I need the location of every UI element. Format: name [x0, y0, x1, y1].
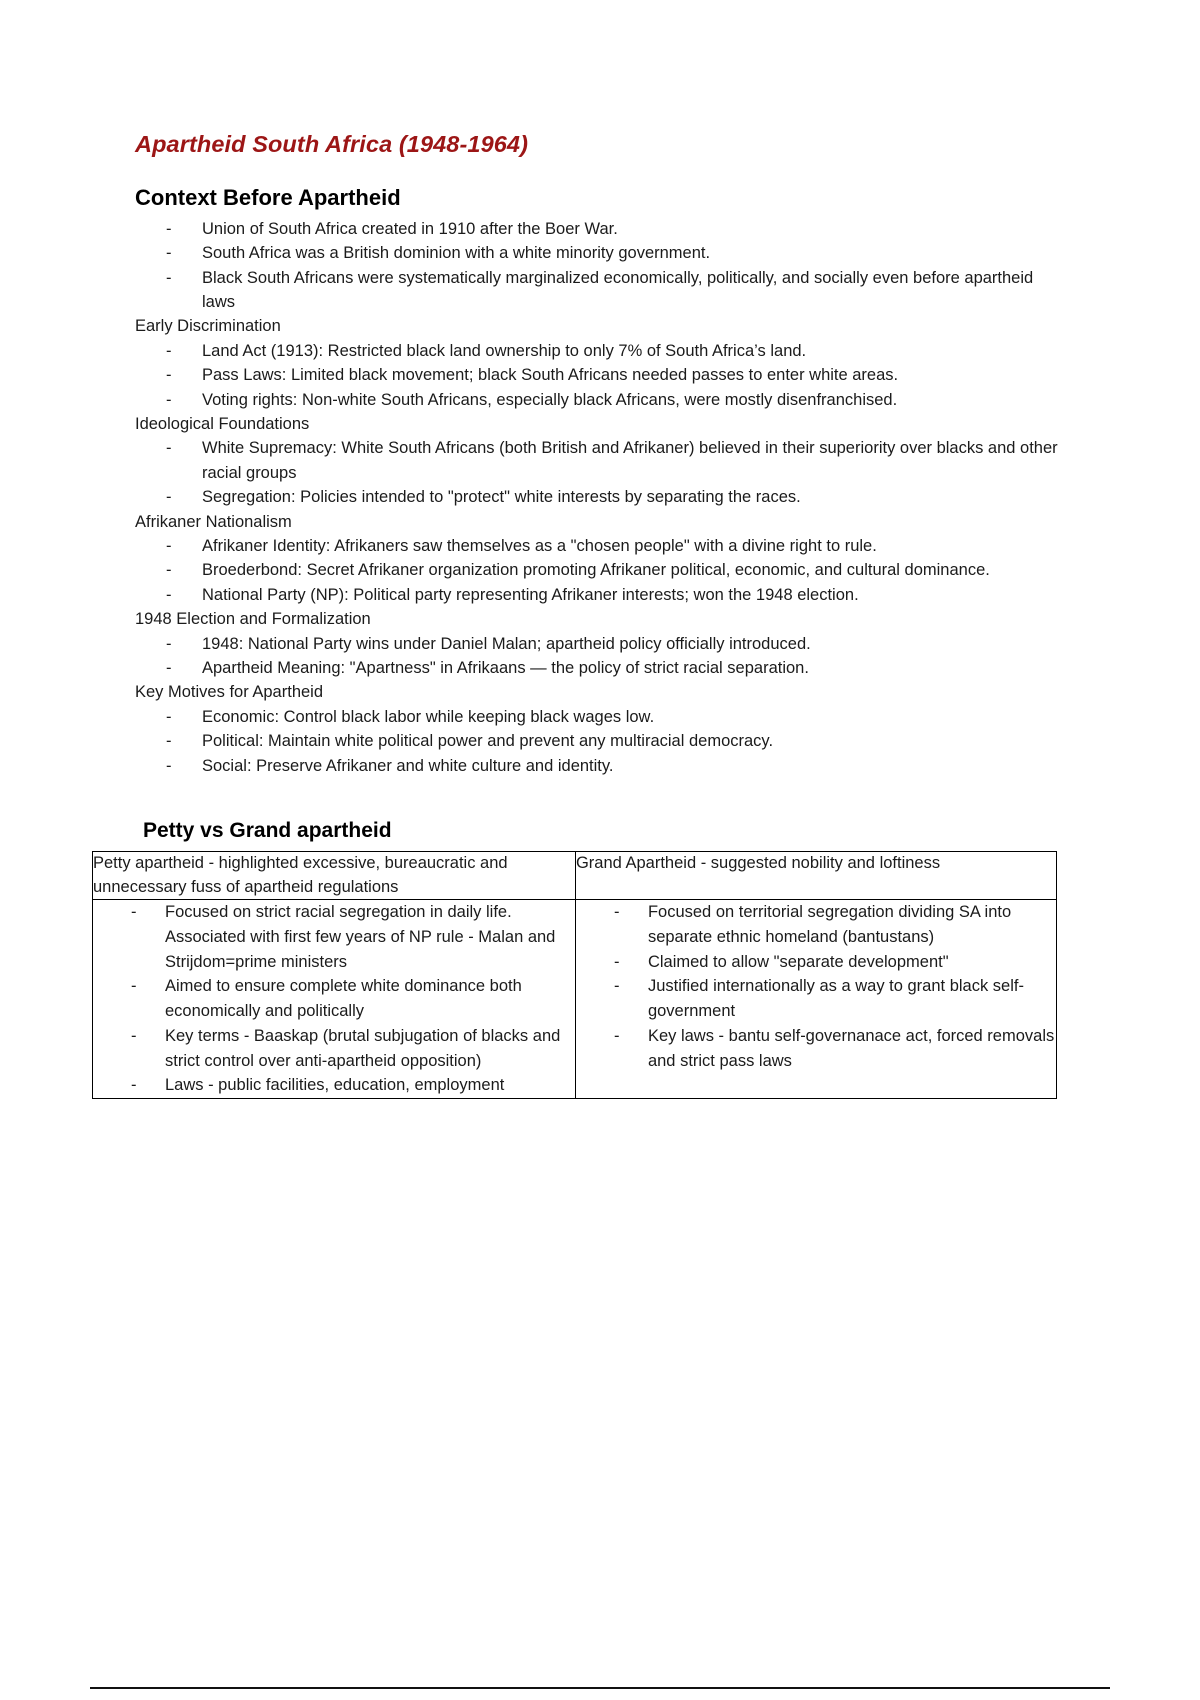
- section-context-before-apartheid: [135, 184, 1065, 314]
- list-item: - Key terms - Baaskap (brutal subjugation of blacks and strict control over anti-apartheid opposition): [93, 1024, 575, 1074]
- list-item: - Black South Africans were systematically marginalized economically, politically, and socially even before apartheid laws: [135, 266, 1065, 315]
- list-item: - Voting rights: Non-white South Africans, especially black Africans, were mostly disenfranchised.: [135, 388, 1065, 412]
- list-item: - Focused on strict racial segregation in daily life. Associated with first few years of NP rule - Malan and Strijdom=prime ministers: [93, 900, 575, 974]
- section-afrikaner-nationalism: [135, 510, 1065, 608]
- table-row-body: [93, 900, 1057, 1099]
- footer-divider: [90, 1687, 1110, 1689]
- table-row-headers: [93, 852, 1057, 900]
- section-heading: 1948 Election and Formalization: [135, 610, 371, 629]
- list-item: - Segregation: Policies intended to "protect" white interests by separating the races.: [135, 485, 1065, 509]
- section-bullet-list: [135, 217, 1065, 315]
- section-heading: Ideological Foundations: [135, 414, 310, 433]
- list-item: - Justified internationally as a way to grant black self-government: [576, 974, 1056, 1024]
- list-item: - Land Act (1913): Restricted black land ownership to only 7% of South Africa’s land.: [135, 339, 1065, 363]
- petty-apartheid-list: [93, 900, 575, 1098]
- document-content: [93, 130, 1065, 1099]
- list-item: - South Africa was a British dominion with a white minority government.: [135, 241, 1065, 265]
- list-item: - National Party (NP): Political party representing Afrikaner interests; won the 1948 election.: [135, 583, 1065, 607]
- list-item: - Pass Laws: Limited black movement; black South Africans needed passes to enter white areas.: [135, 363, 1065, 387]
- section-heading: Early Discrimination: [135, 317, 281, 336]
- section-early-discrimination: [135, 314, 1065, 412]
- section-bullet-list: [135, 534, 1065, 607]
- list-item: - Claimed to allow "separate development": [576, 950, 1056, 975]
- comparison-heading: Petty vs Grand apartheid: [143, 819, 392, 843]
- comparison-table: [92, 851, 1057, 1099]
- list-item: - Key laws - bantu self-governanace act, forced removals and strict pass laws: [576, 1024, 1056, 1074]
- table-cell-petty-apartheid: [93, 900, 576, 1099]
- list-item: - Focused on territorial segregation dividing SA into separate ethnic homeland (bantustans): [576, 900, 1056, 950]
- section-ideological-foundations: [135, 412, 1065, 510]
- section-bullet-list: [135, 339, 1065, 412]
- list-item: - Afrikaner Identity: Afrikaners saw themselves as a "chosen people" with a divine right to rule.: [135, 534, 1065, 558]
- section-bullet-list: [135, 436, 1065, 509]
- section-heading: Key Motives for Apartheid: [135, 683, 324, 702]
- list-item: - Union of South Africa created in 1910 after the Boer War.: [135, 217, 1065, 241]
- list-item: - Apartheid Meaning: "Apartness" in Afrikaans — the policy of strict racial separation.: [135, 656, 1065, 680]
- list-item: - Laws - public facilities, education, employment: [93, 1073, 575, 1098]
- section-heading: Context Before Apartheid: [135, 185, 401, 211]
- list-item: - Political: Maintain white political power and prevent any multiracial democracy.: [135, 729, 1065, 753]
- section-key-motives-for-apartheid: [135, 680, 1065, 778]
- table-header-petty-apartheid: Petty apartheid - highlighted excessive, bureaucratic and unnecessary fuss of apartheid regulations: [93, 852, 576, 900]
- list-item: - Economic: Control black labor while keeping black wages low.: [135, 705, 1065, 729]
- section-bullet-list: [135, 705, 1065, 778]
- page-title: Apartheid South Africa (1948-1964): [135, 131, 528, 157]
- section-1948-election-and-formalization: [135, 607, 1065, 680]
- section-bullet-list: [135, 632, 1065, 681]
- list-item: - Broederbond: Secret Afrikaner organization promoting Afrikaner political, economic, and cultural dominance.: [135, 558, 1065, 582]
- list-item: - Aimed to ensure complete white dominance both economically and politically: [93, 974, 575, 1024]
- list-item: - 1948: National Party wins under Daniel Malan; apartheid policy officially introduced.: [135, 632, 1065, 656]
- table-header-grand-apartheid: Grand Apartheid - suggested nobility and loftiness: [575, 852, 1056, 900]
- table-cell-grand-apartheid: [575, 900, 1056, 1099]
- list-item: - Social: Preserve Afrikaner and white culture and identity.: [135, 754, 1065, 778]
- list-item: - White Supremacy: White South Africans (both British and Afrikaner) believed in their superiority over blacks and other racial groups: [135, 436, 1065, 485]
- section-heading: Afrikaner Nationalism: [135, 512, 292, 531]
- grand-apartheid-list: [576, 900, 1056, 1073]
